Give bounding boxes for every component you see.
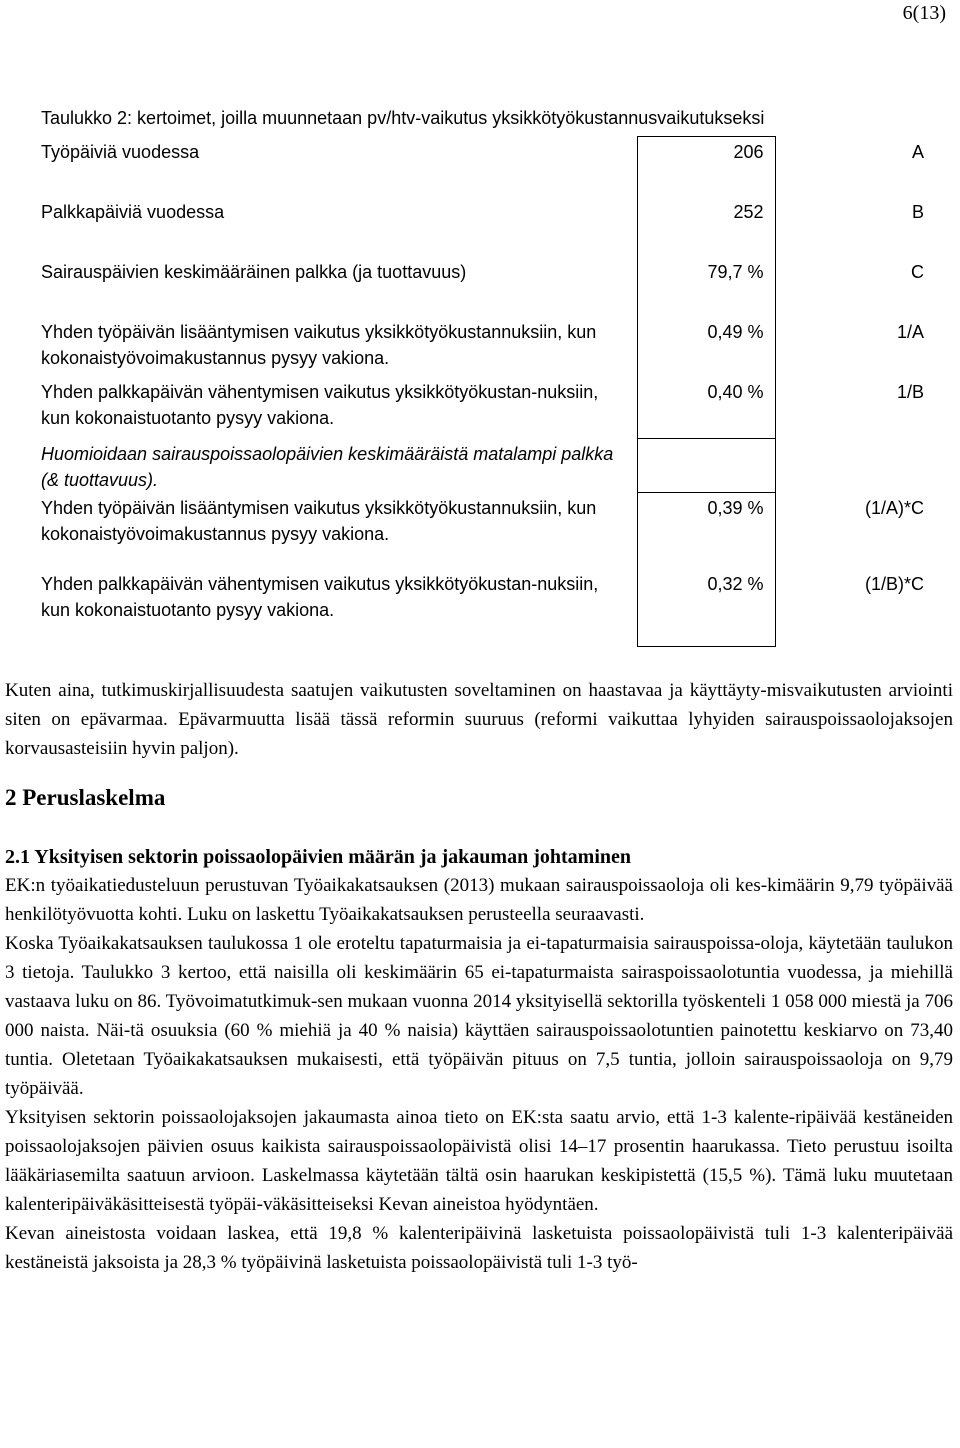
row-label: Yhden palkkapäivän vähentymisen vaikutus yksikkötyökustan-nuksiin, kun kokonaistuotanto pysyy vakiona. xyxy=(41,573,599,620)
table-caption: Taulukko 2: kertoimet, joilla muunnetaan pv/htv-vaikutus yksikkötyökustannusvaikutukseksi xyxy=(41,108,765,128)
row-value: 252 xyxy=(637,197,775,257)
row-code: 1/A xyxy=(896,321,924,342)
row-label: Palkkapäiviä vuodessa xyxy=(41,201,225,222)
subsection-heading: 2.1 Yksityisen sektorin poissaolopäivien määrän ja jakauman johtaminen xyxy=(5,846,631,868)
row-label: Sairauspäivien keskimääräinen palkka (ja tuottavuus) xyxy=(41,261,467,282)
table-row xyxy=(30,197,935,257)
row-code: A xyxy=(911,141,924,162)
row-code: (1/A)*C xyxy=(864,497,924,518)
paragraph: Koska Työaikakatsauksen taulukossa 1 ole eroteltu tapaturmaisia ja ei-tapaturmaisia sairauspoissa-oloja, käytetään taulukon 3 tietoja. Taulukko 3 kertoo, että naisilla oli keskimäärin 65 ei-tapaturmaista sairaspoissaolotuntia vuodessa, ja miehillä vastaava luku on 86. Työvoimatutkimuk-sen mukaan vuonna 2014 yksityisellä sektorilla työskenteli 1 058 000 miestä ja 706 000 naista. Näi-tä osuuksia (60 % miehiä ja 40 % naisia) käyttäen sairauspoissaolotuntien painotettu keskiarvo on 73,40 tuntia. Oletetaan Työaikakatsauksen mukaisesti, että työpäivän pituus on 7,5 tuntia, jolloin sairauspoissaoloja on 9,79 työpäivää. xyxy=(5,933,953,1099)
table-row xyxy=(30,317,935,377)
paragraph: Kuten aina, tutkimuskirjallisuudesta saatujen vaikutusten soveltaminen on haastavaa ja käyttäyty-misvaikutusten arviointi siten on epävarmaa. Epävarmuutta lisää tässä reformin suuruus (reformi vaikuttaa lyhyiden sairauspoissaolojaksojen korvausasteisiin hyvin paljon). xyxy=(5,680,953,759)
coefficients-table xyxy=(30,136,935,647)
table-row xyxy=(30,377,935,439)
section-heading: 2 Peruslaskelma xyxy=(5,785,166,810)
row-value xyxy=(637,439,775,493)
row-code xyxy=(775,439,935,493)
row-code: C xyxy=(911,261,924,282)
row-value: 0,32 % xyxy=(637,569,775,647)
row-label: Työpäiviä vuodessa xyxy=(41,141,200,162)
row-note: Huomioidaan sairauspoissaolopäivien keskimääräistä matalampi palkka (& tuottavuus). xyxy=(41,443,614,490)
row-label: Yhden palkkapäivän vähentymisen vaikutus yksikkötyökustan-nuksiin, kun kokonaistuotanto pysyy vakiona. xyxy=(41,381,599,428)
row-value: 206 xyxy=(637,137,775,197)
table-row xyxy=(30,439,935,493)
paragraph: Yksityisen sektorin poissaolojaksojen jakaumasta ainoa tieto on EK:sta saatu arvio, että 1-3 kalente-ripäivää kestäneiden poissaolojaksojen päivien osuus kaikista sairauspoissaolopäivistä olisi 14–17 prosentin haarukassa. Tieto perustuu isoilta lääkäriasemilta saatuun arvioon. Laskelmassa käytetään tältä osin haarukan keskipistettä (15,5 %). Tämä luku muutetaan kalenteripäiväkäsitteisestä työpäi-väkäsitteiseksi Kevan aineistoa hyödyntäen. xyxy=(5,1107,953,1215)
row-value: 0,49 % xyxy=(637,317,775,377)
row-code: B xyxy=(911,201,924,222)
page-number: 6(13) xyxy=(902,2,946,24)
body-text xyxy=(5,676,953,1277)
row-value: 0,40 % xyxy=(637,377,775,439)
coefficients-table-block xyxy=(30,100,935,647)
row-code: 1/B xyxy=(896,381,924,402)
table-row xyxy=(30,569,935,647)
row-label: Yhden työpäivän lisääntymisen vaikutus yksikkötyökustannuksiin, kun kokonaistyövoimakustannus pysyy vakiona. xyxy=(41,497,597,544)
paragraph: EK:n työaikatiedusteluun perustuvan Työaikakatsauksen (2013) mukaan sairauspoissaoloja oli kes-kimäärin 9,79 työpäivää henkilötyövuotta kohti. Luku on laskettu Työaikakatsauksen perusteella seuraavasti. xyxy=(5,875,953,925)
row-value: 79,7 % xyxy=(637,257,775,317)
row-code: (1/B)*C xyxy=(864,573,924,594)
row-value: 0,39 % xyxy=(637,493,775,569)
row-label: Yhden työpäivän lisääntymisen vaikutus yksikkötyökustannuksiin, kun kokonaistyövoimakustannus pysyy vakiona. xyxy=(41,321,597,368)
table-row xyxy=(30,493,935,569)
table-row xyxy=(30,137,935,197)
paragraph: Kevan aineistosta voidaan laskea, että 19,8 % kalenteripäivinä lasketuista poissaolopäivistä tuli 1-3 kalenteripäivää kestäneistä jaksoista ja 28,3 % työpäivinä lasketuista poissaolopäivistä tuli 1-3 työ- xyxy=(5,1223,953,1273)
table-row xyxy=(30,257,935,317)
